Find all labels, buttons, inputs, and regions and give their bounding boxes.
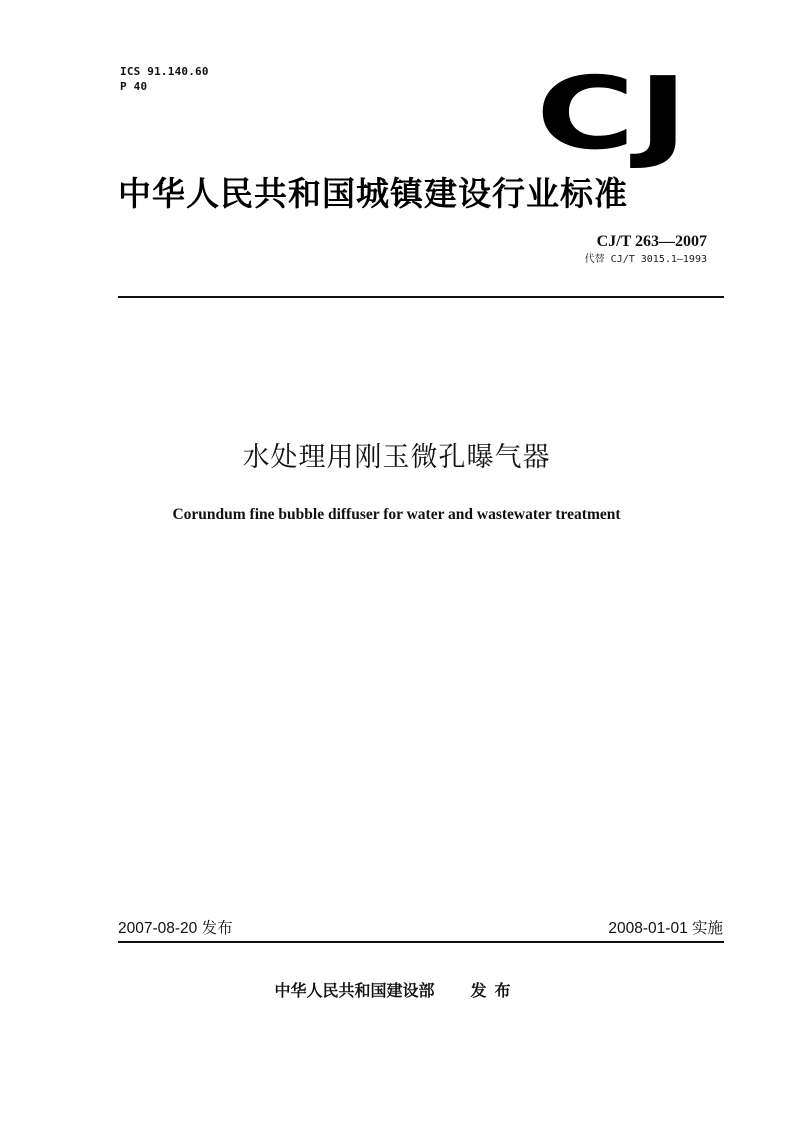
- document-title-english: Corundum fine bubble diffuser for water and wastewater treatment: [172, 506, 621, 523]
- standard-number: CJ/T 263—2007: [596, 233, 707, 250]
- publisher-name: 中华人民共和国建设部: [274, 981, 435, 1000]
- replaced-standard: 代替 CJ/T 3015.1—1993: [584, 254, 707, 265]
- standard-category-title: 中华人民共和国城镇建设行业标准: [118, 174, 628, 213]
- publisher-line: [0, 980, 793, 1002]
- document-title-chinese: 水处理用刚玉微孔曝气器: [242, 442, 551, 473]
- issue-date: 2007-08-20 发布: [118, 920, 233, 937]
- cj-logo: CJ: [536, 55, 691, 172]
- top-divider: [118, 296, 724, 298]
- effective-date: 2008-01-01 实施: [608, 920, 723, 937]
- class-code: P 40: [120, 80, 148, 93]
- publish-action: 发布: [470, 981, 519, 1000]
- classification-codes: [120, 64, 209, 94]
- ics-code: ICS 91.140.60: [120, 65, 209, 78]
- bottom-divider: [118, 941, 724, 943]
